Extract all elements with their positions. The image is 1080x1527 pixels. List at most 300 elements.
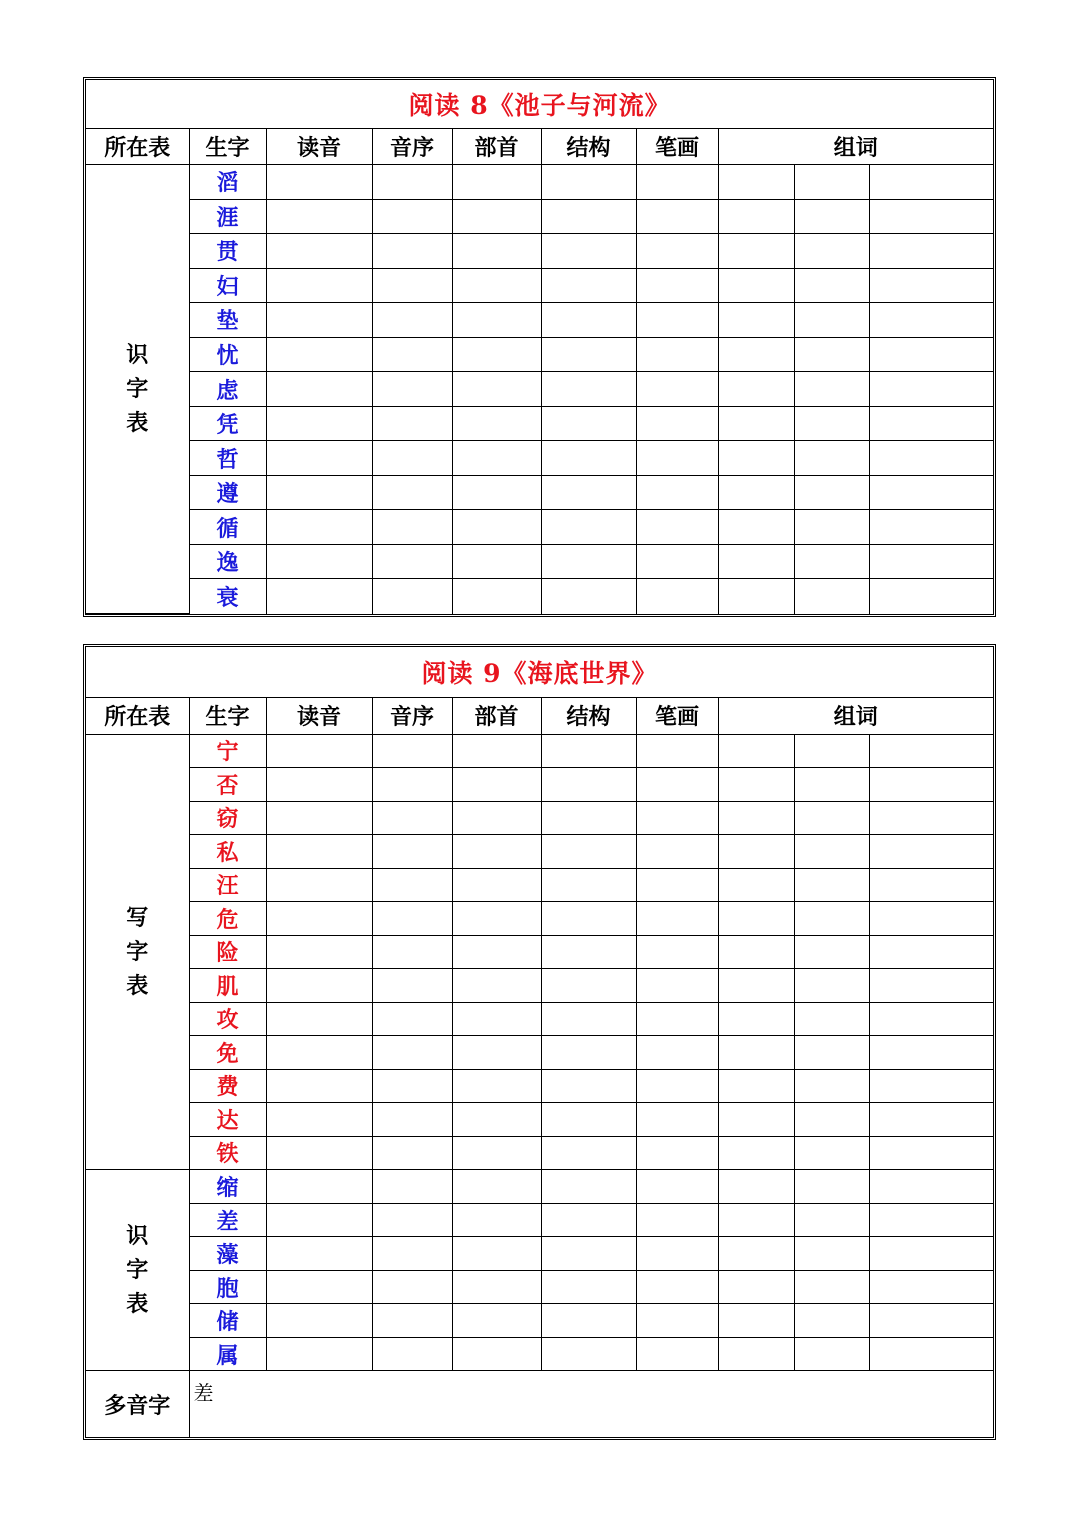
table-row xyxy=(86,1103,993,1137)
strokes-cell[interactable] xyxy=(636,1170,718,1204)
group-label: 识字表 xyxy=(126,341,149,437)
pronunciation-cell[interactable] xyxy=(266,1103,372,1137)
word-cell-3[interactable] xyxy=(869,406,993,441)
structure-cell[interactable] xyxy=(541,902,636,936)
word-cell-3[interactable] xyxy=(869,441,993,476)
table-row xyxy=(86,768,993,802)
pronunciation-cell[interactable] xyxy=(266,935,372,969)
table-row xyxy=(86,303,993,338)
word-cell-1[interactable] xyxy=(718,734,794,768)
word-cell-3[interactable] xyxy=(869,199,993,234)
word-cell-1[interactable] xyxy=(718,902,794,936)
char-cell: 涯 xyxy=(189,199,266,234)
word-cell-2[interactable] xyxy=(794,1136,869,1170)
pronunciation-cell[interactable] xyxy=(266,406,372,441)
char-cell: 肌 xyxy=(189,969,266,1003)
structure-cell[interactable] xyxy=(541,801,636,835)
word-cell-2[interactable] xyxy=(794,441,869,476)
initial-cell[interactable] xyxy=(372,734,452,768)
word-cell-3[interactable] xyxy=(869,1103,993,1137)
pronunciation-cell[interactable] xyxy=(266,1136,372,1170)
initial-cell[interactable] xyxy=(372,1203,452,1237)
word-cell-1[interactable] xyxy=(718,165,794,200)
radical-cell[interactable] xyxy=(452,406,541,441)
pronunciation-cell[interactable] xyxy=(266,475,372,510)
word-cell-2[interactable] xyxy=(794,902,869,936)
strokes-cell[interactable] xyxy=(636,337,718,372)
char-cell: 攻 xyxy=(189,1002,266,1036)
strokes-cell[interactable] xyxy=(636,902,718,936)
word-cell-2[interactable] xyxy=(794,1036,869,1070)
radical-cell[interactable] xyxy=(452,579,541,614)
radical-cell[interactable] xyxy=(452,1002,541,1036)
strokes-cell[interactable] xyxy=(636,303,718,338)
pronunciation-cell[interactable] xyxy=(266,1036,372,1070)
strokes-cell[interactable] xyxy=(636,835,718,869)
structure-cell[interactable] xyxy=(541,1103,636,1137)
radical-cell[interactable] xyxy=(452,1337,541,1371)
strokes-cell[interactable] xyxy=(636,734,718,768)
pronunciation-cell[interactable] xyxy=(266,1270,372,1304)
strokes-cell[interactable] xyxy=(636,969,718,1003)
structure-cell[interactable] xyxy=(541,165,636,200)
word-cell-1[interactable] xyxy=(718,1203,794,1237)
word-cell-3[interactable] xyxy=(869,969,993,1003)
strokes-cell[interactable] xyxy=(636,1203,718,1237)
word-cell-1[interactable] xyxy=(718,1002,794,1036)
word-cell-1[interactable] xyxy=(718,406,794,441)
char-cell: 汪 xyxy=(189,868,266,902)
char-cell: 差 xyxy=(189,1203,266,1237)
strokes-cell[interactable] xyxy=(636,1237,718,1271)
word-cell-2[interactable] xyxy=(794,1270,869,1304)
structure-cell[interactable] xyxy=(541,1136,636,1170)
radical-cell[interactable] xyxy=(452,475,541,510)
initial-cell[interactable] xyxy=(372,902,452,936)
word-cell-2[interactable] xyxy=(794,1170,869,1204)
word-cell-3[interactable] xyxy=(869,1304,993,1338)
word-cell-1[interactable] xyxy=(718,969,794,1003)
table-row xyxy=(86,1203,993,1237)
title-row xyxy=(86,80,993,128)
word-cell-3[interactable] xyxy=(869,303,993,338)
header-cell: 结构 xyxy=(541,697,636,734)
word-cell-1[interactable] xyxy=(718,1069,794,1103)
radical-cell[interactable] xyxy=(452,303,541,338)
structure-cell[interactable] xyxy=(541,1002,636,1036)
word-cell-3[interactable] xyxy=(869,1237,993,1271)
word-cell-2[interactable] xyxy=(794,1237,869,1271)
pronunciation-cell[interactable] xyxy=(266,835,372,869)
structure-cell[interactable] xyxy=(541,441,636,476)
initial-cell[interactable] xyxy=(372,1002,452,1036)
pronunciation-cell[interactable] xyxy=(266,1170,372,1204)
word-cell-3[interactable] xyxy=(869,1036,993,1070)
structure-cell[interactable] xyxy=(541,734,636,768)
structure-cell[interactable] xyxy=(541,1170,636,1204)
word-cell-1[interactable] xyxy=(718,1170,794,1204)
pronunciation-cell[interactable] xyxy=(266,199,372,234)
word-cell-2[interactable] xyxy=(794,1304,869,1338)
word-cell-1[interactable] xyxy=(718,303,794,338)
word-cell-3[interactable] xyxy=(869,1002,993,1036)
word-cell-2[interactable] xyxy=(794,475,869,510)
radical-cell[interactable] xyxy=(452,801,541,835)
word-cell-3[interactable] xyxy=(869,868,993,902)
structure-cell[interactable] xyxy=(541,475,636,510)
char-cell: 虑 xyxy=(189,372,266,407)
table-title: 阅读 9《海底世界》 xyxy=(86,647,993,697)
radical-cell[interactable] xyxy=(452,1270,541,1304)
pronunciation-cell[interactable] xyxy=(266,510,372,545)
table-row xyxy=(86,1136,993,1170)
word-cell-3[interactable] xyxy=(869,1170,993,1204)
radical-cell[interactable] xyxy=(452,734,541,768)
structure-cell[interactable] xyxy=(541,234,636,269)
structure-cell[interactable] xyxy=(541,510,636,545)
word-cell-3[interactable] xyxy=(869,1203,993,1237)
polyphone-row xyxy=(86,1371,993,1437)
pronunciation-cell[interactable] xyxy=(266,1304,372,1338)
table-row xyxy=(86,268,993,303)
radical-cell[interactable] xyxy=(452,234,541,269)
word-cell-1[interactable] xyxy=(718,868,794,902)
radical-cell[interactable] xyxy=(452,969,541,1003)
strokes-cell[interactable] xyxy=(636,406,718,441)
pronunciation-cell[interactable] xyxy=(266,1337,372,1371)
structure-cell[interactable] xyxy=(541,544,636,579)
initial-cell[interactable] xyxy=(372,1270,452,1304)
pronunciation-cell[interactable] xyxy=(266,337,372,372)
word-cell-1[interactable] xyxy=(718,935,794,969)
word-cell-3[interactable] xyxy=(869,768,993,802)
table-title: 阅读 8《池子与河流》 xyxy=(86,80,993,128)
word-cell-1[interactable] xyxy=(718,268,794,303)
initial-cell[interactable] xyxy=(372,768,452,802)
radical-cell[interactable] xyxy=(452,510,541,545)
word-cell-1[interactable] xyxy=(718,199,794,234)
word-cell-1[interactable] xyxy=(718,835,794,869)
word-cell-2[interactable] xyxy=(794,234,869,269)
radical-cell[interactable] xyxy=(452,1136,541,1170)
structure-cell[interactable] xyxy=(541,835,636,869)
pronunciation-cell[interactable] xyxy=(266,768,372,802)
word-cell-3[interactable] xyxy=(869,234,993,269)
header-cell: 笔画 xyxy=(636,697,718,734)
structure-cell[interactable] xyxy=(541,1203,636,1237)
structure-cell[interactable] xyxy=(541,1337,636,1371)
initial-cell[interactable] xyxy=(372,268,452,303)
initial-cell[interactable] xyxy=(372,372,452,407)
polyphone-label: 多音字 xyxy=(86,1371,189,1437)
strokes-cell[interactable] xyxy=(636,1270,718,1304)
initial-cell[interactable] xyxy=(372,1136,452,1170)
initial-cell[interactable] xyxy=(372,579,452,614)
initial-cell[interactable] xyxy=(372,199,452,234)
initial-cell[interactable] xyxy=(372,475,452,510)
word-cell-2[interactable] xyxy=(794,510,869,545)
strokes-cell[interactable] xyxy=(636,768,718,802)
structure-cell[interactable] xyxy=(541,303,636,338)
initial-cell[interactable] xyxy=(372,406,452,441)
strokes-cell[interactable] xyxy=(636,544,718,579)
initial-cell[interactable] xyxy=(372,1304,452,1338)
word-cell-2[interactable] xyxy=(794,1337,869,1371)
radical-cell[interactable] xyxy=(452,544,541,579)
word-cell-3[interactable] xyxy=(869,935,993,969)
word-cell-1[interactable] xyxy=(718,579,794,614)
word-cell-1[interactable] xyxy=(718,1304,794,1338)
word-cell-3[interactable] xyxy=(869,579,993,614)
radical-cell[interactable] xyxy=(452,768,541,802)
radical-cell[interactable] xyxy=(452,268,541,303)
strokes-cell[interactable] xyxy=(636,234,718,269)
word-cell-1[interactable] xyxy=(718,475,794,510)
strokes-cell[interactable] xyxy=(636,1136,718,1170)
radical-cell[interactable] xyxy=(452,1069,541,1103)
radical-cell[interactable] xyxy=(452,1170,541,1204)
table-row xyxy=(86,902,993,936)
word-cell-1[interactable] xyxy=(718,1237,794,1271)
word-cell-2[interactable] xyxy=(794,935,869,969)
word-cell-1[interactable] xyxy=(718,510,794,545)
char-cell: 凭 xyxy=(189,406,266,441)
word-cell-2[interactable] xyxy=(794,268,869,303)
radical-cell[interactable] xyxy=(452,1036,541,1070)
structure-cell[interactable] xyxy=(541,337,636,372)
table-row xyxy=(86,1069,993,1103)
structure-cell[interactable] xyxy=(541,1036,636,1070)
radical-cell[interactable] xyxy=(452,1237,541,1271)
word-cell-1[interactable] xyxy=(718,1337,794,1371)
pronunciation-cell[interactable] xyxy=(266,579,372,614)
word-cell-2[interactable] xyxy=(794,868,869,902)
word-cell-2[interactable] xyxy=(794,1002,869,1036)
strokes-cell[interactable] xyxy=(636,510,718,545)
pronunciation-cell[interactable] xyxy=(266,441,372,476)
word-cell-3[interactable] xyxy=(869,510,993,545)
structure-cell[interactable] xyxy=(541,199,636,234)
word-cell-1[interactable] xyxy=(718,234,794,269)
radical-cell[interactable] xyxy=(452,199,541,234)
radical-cell[interactable] xyxy=(452,165,541,200)
strokes-cell[interactable] xyxy=(636,199,718,234)
pronunciation-cell[interactable] xyxy=(266,372,372,407)
radical-cell[interactable] xyxy=(452,337,541,372)
structure-cell[interactable] xyxy=(541,1069,636,1103)
table-row xyxy=(86,372,993,407)
polyphone-content[interactable]: 差 xyxy=(189,1371,993,1437)
radical-cell[interactable] xyxy=(452,835,541,869)
structure-cell[interactable] xyxy=(541,768,636,802)
radical-cell[interactable] xyxy=(452,868,541,902)
word-cell-1[interactable] xyxy=(718,544,794,579)
table-row xyxy=(86,199,993,234)
word-cell-1[interactable] xyxy=(718,372,794,407)
table-row xyxy=(86,510,993,545)
radical-cell[interactable] xyxy=(452,1203,541,1237)
word-cell-3[interactable] xyxy=(869,835,993,869)
strokes-cell[interactable] xyxy=(636,1036,718,1070)
strokes-cell[interactable] xyxy=(636,268,718,303)
pronunciation-cell[interactable] xyxy=(266,868,372,902)
word-cell-3[interactable] xyxy=(869,268,993,303)
word-cell-3[interactable] xyxy=(869,475,993,510)
pronunciation-cell[interactable] xyxy=(266,969,372,1003)
initial-cell[interactable] xyxy=(372,303,452,338)
char-cell: 达 xyxy=(189,1103,266,1137)
word-cell-1[interactable] xyxy=(718,768,794,802)
initial-cell[interactable] xyxy=(372,969,452,1003)
radical-cell[interactable] xyxy=(452,441,541,476)
structure-cell[interactable] xyxy=(541,868,636,902)
table-row xyxy=(86,1237,993,1271)
pronunciation-cell[interactable] xyxy=(266,268,372,303)
title-row xyxy=(86,647,993,697)
char-cell: 遵 xyxy=(189,475,266,510)
word-cell-3[interactable] xyxy=(869,1337,993,1371)
strokes-cell[interactable] xyxy=(636,165,718,200)
word-cell-3[interactable] xyxy=(869,902,993,936)
strokes-cell[interactable] xyxy=(636,1069,718,1103)
structure-cell[interactable] xyxy=(541,579,636,614)
word-cell-2[interactable] xyxy=(794,1203,869,1237)
word-cell-2[interactable] xyxy=(794,372,869,407)
structure-cell[interactable] xyxy=(541,406,636,441)
strokes-cell[interactable] xyxy=(636,1337,718,1371)
strokes-cell[interactable] xyxy=(636,935,718,969)
pronunciation-cell[interactable] xyxy=(266,734,372,768)
structure-cell[interactable] xyxy=(541,372,636,407)
word-cell-1[interactable] xyxy=(718,1103,794,1137)
initial-cell[interactable] xyxy=(372,337,452,372)
word-cell-1[interactable] xyxy=(718,337,794,372)
table-row xyxy=(86,337,993,372)
word-cell-3[interactable] xyxy=(869,1136,993,1170)
word-cell-2[interactable] xyxy=(794,734,869,768)
word-cell-2[interactable] xyxy=(794,1069,869,1103)
radical-cell[interactable] xyxy=(452,1103,541,1137)
char-cell: 胞 xyxy=(189,1270,266,1304)
radical-cell[interactable] xyxy=(452,902,541,936)
header-cell: 所在表 xyxy=(86,697,189,734)
word-cell-1[interactable] xyxy=(718,1036,794,1070)
word-cell-3[interactable] xyxy=(869,372,993,407)
char-cell: 宁 xyxy=(189,734,266,768)
word-cell-2[interactable] xyxy=(794,406,869,441)
pronunciation-cell[interactable] xyxy=(266,234,372,269)
header-cell: 所在表 xyxy=(86,128,189,164)
initial-cell[interactable] xyxy=(372,1036,452,1070)
word-cell-2[interactable] xyxy=(794,768,869,802)
word-cell-1[interactable] xyxy=(718,1136,794,1170)
strokes-cell[interactable] xyxy=(636,1304,718,1338)
initial-cell[interactable] xyxy=(372,835,452,869)
structure-cell[interactable] xyxy=(541,268,636,303)
word-cell-2[interactable] xyxy=(794,199,869,234)
word-cell-2[interactable] xyxy=(794,1103,869,1137)
word-cell-1[interactable] xyxy=(718,801,794,835)
word-cell-2[interactable] xyxy=(794,544,869,579)
initial-cell[interactable] xyxy=(372,801,452,835)
word-cell-3[interactable] xyxy=(869,337,993,372)
strokes-cell[interactable] xyxy=(636,372,718,407)
initial-cell[interactable] xyxy=(372,1337,452,1371)
pronunciation-cell[interactable] xyxy=(266,1203,372,1237)
pronunciation-cell[interactable] xyxy=(266,1002,372,1036)
word-cell-1[interactable] xyxy=(718,1270,794,1304)
initial-cell[interactable] xyxy=(372,1237,452,1271)
strokes-cell[interactable] xyxy=(636,579,718,614)
strokes-cell[interactable] xyxy=(636,1103,718,1137)
initial-cell[interactable] xyxy=(372,1069,452,1103)
word-cell-3[interactable] xyxy=(869,165,993,200)
strokes-cell[interactable] xyxy=(636,441,718,476)
pronunciation-cell[interactable] xyxy=(266,801,372,835)
word-cell-2[interactable] xyxy=(794,801,869,835)
table-row xyxy=(86,935,993,969)
initial-cell[interactable] xyxy=(372,1170,452,1204)
header-cell: 结构 xyxy=(541,128,636,164)
initial-cell[interactable] xyxy=(372,868,452,902)
char-cell: 忧 xyxy=(189,337,266,372)
table-row xyxy=(86,734,993,768)
structure-cell[interactable] xyxy=(541,1237,636,1271)
pronunciation-cell[interactable] xyxy=(266,303,372,338)
pronunciation-cell[interactable] xyxy=(266,544,372,579)
word-cell-3[interactable] xyxy=(869,801,993,835)
initial-cell[interactable] xyxy=(372,544,452,579)
radical-cell[interactable] xyxy=(452,935,541,969)
word-cell-3[interactable] xyxy=(869,1270,993,1304)
radical-cell[interactable] xyxy=(452,1304,541,1338)
pronunciation-cell[interactable] xyxy=(266,1237,372,1271)
word-cell-1[interactable] xyxy=(718,441,794,476)
word-cell-2[interactable] xyxy=(794,969,869,1003)
initial-cell[interactable] xyxy=(372,510,452,545)
word-cell-2[interactable] xyxy=(794,579,869,614)
strokes-cell[interactable] xyxy=(636,868,718,902)
word-cell-2[interactable] xyxy=(794,303,869,338)
word-cell-2[interactable] xyxy=(794,835,869,869)
radical-cell[interactable] xyxy=(452,372,541,407)
strokes-cell[interactable] xyxy=(636,1002,718,1036)
strokes-cell[interactable] xyxy=(636,801,718,835)
table-row xyxy=(86,1036,993,1070)
pronunciation-cell[interactable] xyxy=(266,1069,372,1103)
structure-cell[interactable] xyxy=(541,969,636,1003)
word-cell-3[interactable] xyxy=(869,734,993,768)
word-cell-2[interactable] xyxy=(794,165,869,200)
structure-cell[interactable] xyxy=(541,1304,636,1338)
strokes-cell[interactable] xyxy=(636,475,718,510)
word-cell-3[interactable] xyxy=(869,1069,993,1103)
initial-cell[interactable] xyxy=(372,165,452,200)
group-label-cell xyxy=(86,165,189,614)
char-cell: 藻 xyxy=(189,1237,266,1271)
word-cell-3[interactable] xyxy=(869,544,993,579)
initial-cell[interactable] xyxy=(372,441,452,476)
char-cell: 费 xyxy=(189,1069,266,1103)
initial-cell[interactable] xyxy=(372,935,452,969)
structure-cell[interactable] xyxy=(541,935,636,969)
pronunciation-cell[interactable] xyxy=(266,165,372,200)
structure-cell[interactable] xyxy=(541,1270,636,1304)
initial-cell[interactable] xyxy=(372,234,452,269)
word-cell-2[interactable] xyxy=(794,337,869,372)
pronunciation-cell[interactable] xyxy=(266,902,372,936)
initial-cell[interactable] xyxy=(372,1103,452,1137)
